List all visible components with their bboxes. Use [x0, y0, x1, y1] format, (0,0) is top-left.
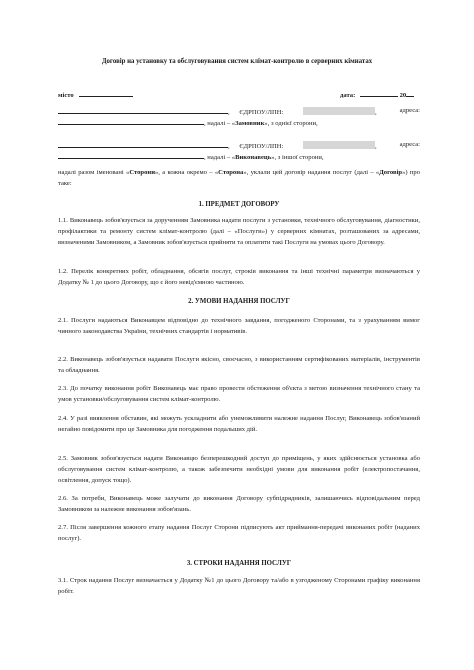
year-field[interactable] [406, 89, 414, 97]
contractor-name-field[interactable] [58, 140, 228, 148]
contractor-edrpou-redacted [303, 141, 375, 149]
paragraph-3-1: 3.1. Строк надання Послуг визначається у Додатку №1 до цього Договору та/або в узгодженому Сторонами графіку виконання робіт. [58, 577, 420, 595]
customer-line-1: , ЄДРПОУ/ЛПН: , адреса: [58, 106, 420, 118]
customer-name-field[interactable] [58, 106, 228, 114]
customer-address-field[interactable] [58, 117, 204, 125]
date-field[interactable] [360, 89, 398, 97]
customer-edrpou-label: ЄДРПОУ/ЛПН: [239, 109, 284, 116]
paragraph-2-7: 2.7. Після завершення кожного етапу надання Послуг Сторони підписують акт приймання-передачі виконаних робіт (наданих послуг). [58, 524, 420, 542]
paragraph-2-5: 2.5. Замовник зобов'язується надати Виконавцю безперешкодний доступ до приміщень, у яких здійснюється установка або обслуговування систем клімат-контролю, а також забезпечити необхідні умови для виконання робіт (електропостачання, освітлення, допуск тощо). [58, 455, 420, 484]
paragraph-1-2: 1.2. Перелік конкретних робіт, обладнання, обсягів послуг, строків виконання та інші технічні параметри визначаються у Додатку № 1 до цього Договору, що є його невід'ємною частиною. [58, 268, 420, 286]
contractor-address-label: адреса: [399, 141, 420, 148]
paragraph-2-3: 2.3. До початку виконання робіт Виконавець має право провести обстеження об'єкта з метою визначення технічного стану та умов установки/обслуговування систем клімат-контролю. [58, 385, 420, 403]
section-3-heading: 3. СТРОКИ НАДАННЯ ПОСЛУГ [186, 560, 292, 567]
paragraph-2-6: 2.6. За потреби, Виконавець може залучати до виконання Договору субпідрядників, залишаючись відповідальним перед Замовником за належне виконання зобов'язань. [58, 495, 420, 513]
document-title: Договір на установку та обслуговування систем клімат-контролю в серверних кімнатах [101, 58, 373, 65]
contractor-edrpou-label: ЄДРПОУ/ЛПН: [239, 143, 284, 150]
paragraph-2-1: 2.1. Послуги надаються Виконавцем відповідно до технічного завдання, погодженого Сторонами, та з урахуванням вимог чинного законодавства України, технічних стандартів і нормативів. [58, 317, 420, 335]
preamble: надалі разом іменовані «Сторони», а кожна окремо – «Сторона», уклали цей договір надання послуг (далі – «Договір») про таке: [58, 169, 421, 187]
customer-address-label: адреса: [399, 107, 420, 114]
contractor-line-1: , ЄДРПОУ/ЛПН: , адреса: [58, 140, 420, 152]
year-prefix: 20 [399, 92, 407, 99]
paragraph-1-1: 1.1. Виконавець зобов'язується за дорученням Замовника надати послуги з установки, технічного обслуговування, діагностики, профілактики та ремонту систем клімат-контролю (далі – «Послуги») у серверних кімнатах, розташованих за адресами, визначеними Замовником, а Замовник зобов'язується прийняти та оплатити такі Послуги на умовах цього Договору. [58, 217, 420, 246]
city-field[interactable] [79, 89, 133, 97]
contractor-line-2: , надалі – «Виконавець», з іншої сторони, [58, 151, 420, 163]
city-date-row [58, 89, 420, 101]
section-2-heading: 2. УМОВИ НАДАННЯ ПОСЛУГ [188, 298, 290, 305]
date-group [340, 89, 414, 101]
date-label: дата: [340, 92, 356, 99]
customer-line-2: , надалі – «Замовник», з однієї сторони, [58, 117, 420, 129]
paragraph-2-2: 2.2. Виконавець зобов'язується надавати Послуги якісно, своєчасно, з використанням сертифікованих матеріалів, інструментів та обладнання. [58, 356, 420, 374]
contractor-role: Виконавець [235, 154, 272, 161]
city-label: місто [58, 92, 74, 99]
customer-edrpou-redacted [303, 107, 375, 115]
section-1-heading: 1. ПРЕДМЕТ ДОГОВОРУ [198, 201, 280, 208]
paragraph-2-4: 2.4. У разі виявлення обставин, які можуть ускладнити або унеможливити належне надання Послуг, Виконавець зобов'язаний негайно повідомити про це Замовника для погодження подальших дій. [58, 415, 420, 433]
contractor-address-field[interactable] [58, 151, 204, 159]
customer-role: Замовник [235, 120, 265, 127]
